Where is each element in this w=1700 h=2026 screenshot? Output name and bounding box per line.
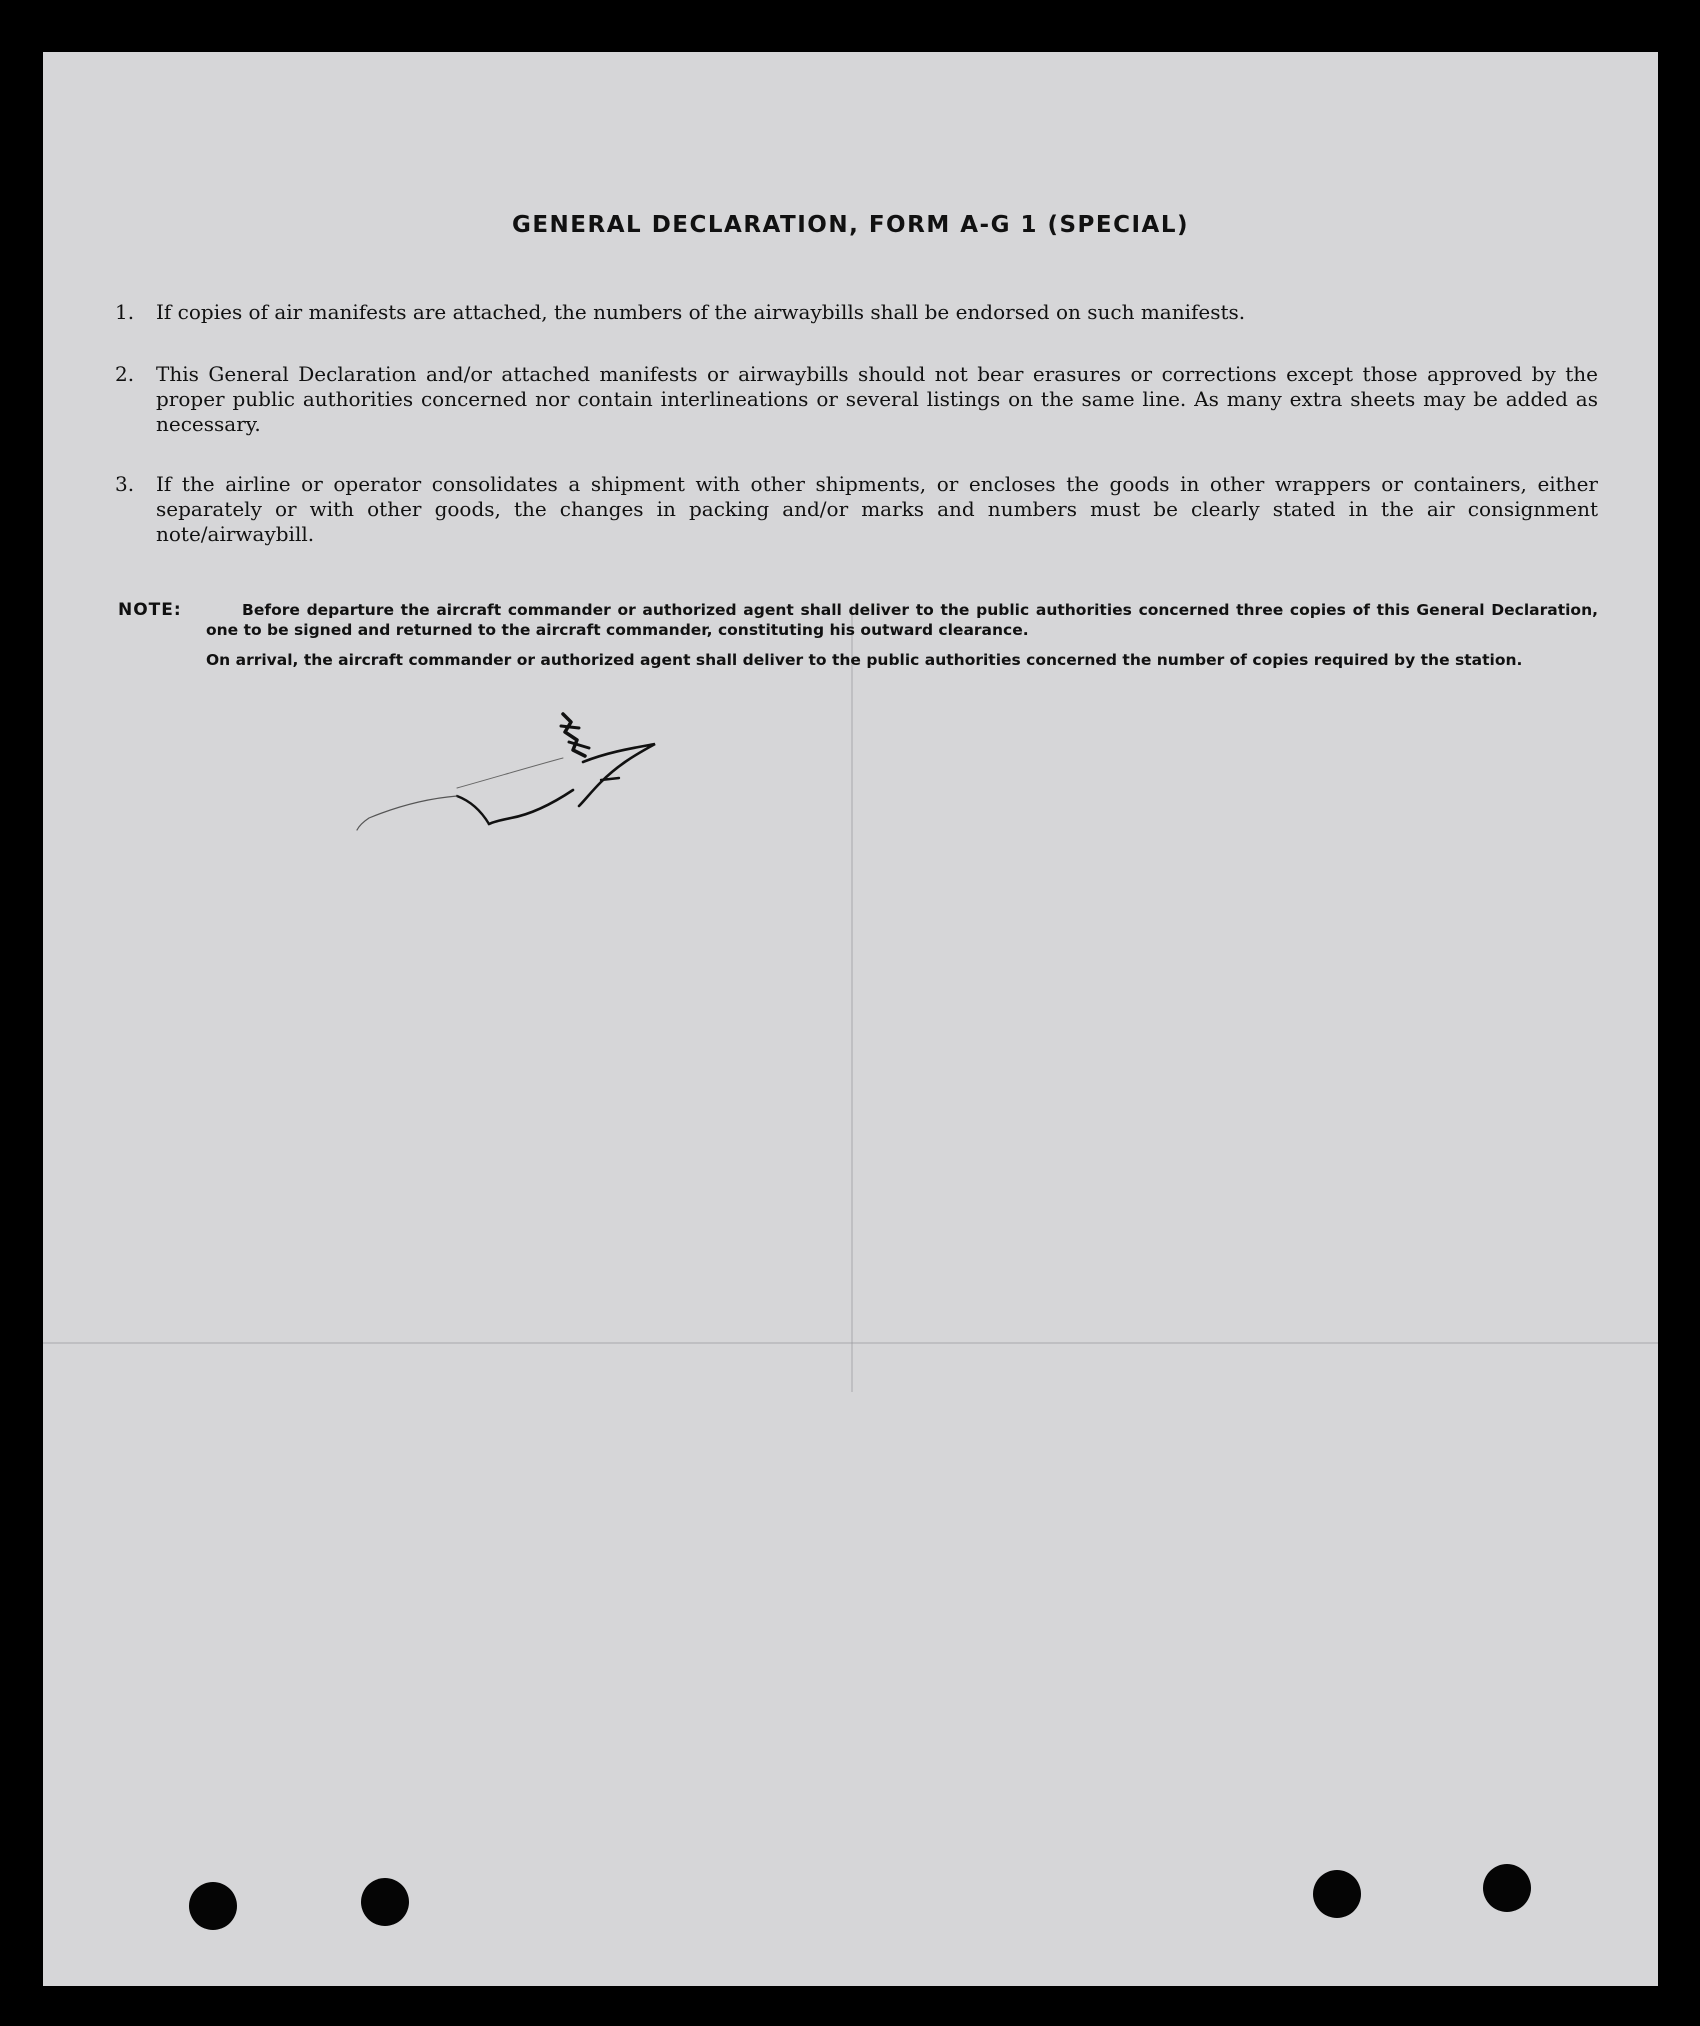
instruction-number: 3. xyxy=(115,472,135,496)
document-sheet xyxy=(43,52,1658,1986)
note-paragraph-departure: Before departure the aircraft commander or authorized agent shall deliver to the public authorities concerned three copies of this General Declaration, one to be signed and returned to the aircraft commander, constituting his outward clearance. xyxy=(206,601,1598,639)
form-title: GENERAL DECLARATION, FORM A-G 1 (SPECIAL) xyxy=(511,212,1190,238)
instruction-item-2 xyxy=(115,362,1598,437)
handwritten-signature xyxy=(333,682,693,862)
instruction-number: 2. xyxy=(115,362,135,386)
note-label: NOTE: xyxy=(118,600,182,620)
note-paragraph-arrival: On arrival, the aircraft commander or authorized agent shall deliver to the public authorities concerned the number of copies required by the station. xyxy=(206,651,1523,669)
vertical-fold-crease xyxy=(851,612,853,1392)
binder-punch-hole xyxy=(189,1882,237,1930)
binder-punch-hole xyxy=(1313,1870,1361,1918)
instruction-item-3 xyxy=(115,472,1598,547)
instruction-text: If copies of air manifests are attached, the numbers of the airwaybills shall be endorsed on such manifests. xyxy=(156,300,1246,324)
instruction-number: 1. xyxy=(115,300,135,324)
instruction-text: If the airline or operator consolidates a shipment with other shipments, or encloses the goods in other wrappers or containers, either separately or with other goods, the changes in packing and/or marks and numbers must be clearly stated in the air consignment note/airwaybill. xyxy=(156,472,1598,546)
binder-punch-hole xyxy=(361,1878,409,1926)
horizontal-fold-crease xyxy=(43,1342,1658,1344)
instruction-item-1 xyxy=(115,300,1598,325)
binder-punch-hole xyxy=(1483,1864,1531,1912)
instruction-text: This General Declaration and/or attached manifests or airwaybills should not bear erasures or corrections except those approved by the proper public authorities concerned nor contain interlineations or several listings on the same line. As many extra sheets may be added as necessary. xyxy=(156,362,1598,436)
note-section xyxy=(118,600,1598,670)
